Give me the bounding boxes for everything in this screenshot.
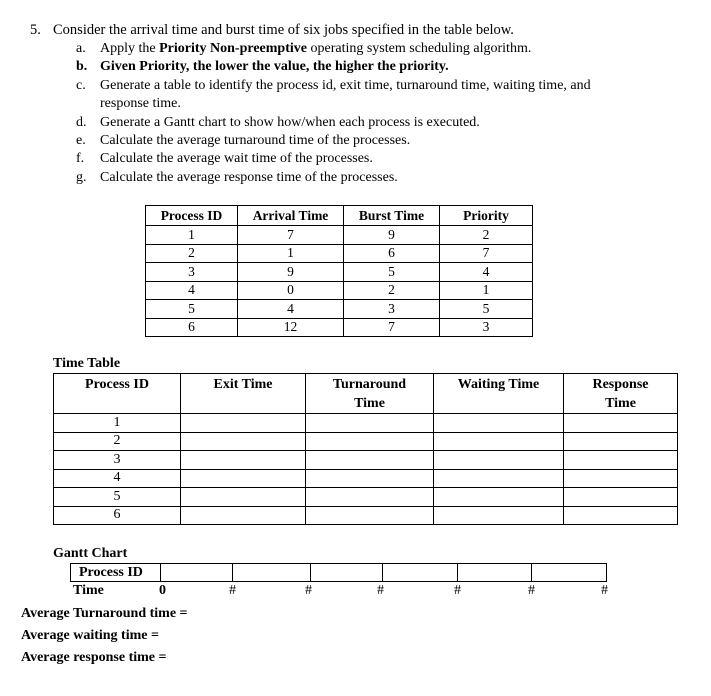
header-text: Response [592,377,649,392]
header-process-id: Process ID [54,374,181,414]
answer-cell[interactable] [434,451,564,470]
item-label: f. [76,151,85,166]
gantt-slot[interactable] [161,564,233,582]
table-row [146,318,533,337]
item-text: Calculate the average response time of the processes. [100,170,398,185]
table-row [146,244,533,263]
cell: 6 [344,244,440,263]
header-waiting-time: Waiting Time [434,374,564,414]
gantt-time-mark: # [528,583,535,598]
gantt-chart [70,563,607,582]
answer-cell[interactable] [306,469,434,488]
answer-cell[interactable] [181,488,306,507]
answer-cell[interactable] [564,432,678,451]
item-label: a. [76,41,86,56]
cell-process-id: 3 [54,451,181,470]
cell: 7 [440,244,533,263]
gantt-time-mark: # [377,583,384,598]
cell: 9 [344,226,440,245]
cell: 4 [440,263,533,282]
item-g [76,169,398,187]
gantt-slot[interactable] [458,564,532,582]
item-text: Apply the [100,41,160,56]
gantt-slot[interactable] [311,564,383,582]
table-row [146,300,533,319]
item-text: Generate a Gantt chart to show how/when each process is executed. [100,115,480,130]
answer-cell[interactable] [306,414,434,433]
cell-process-id: 6 [54,506,181,525]
item-label: c. [76,78,86,93]
answer-cell[interactable] [434,432,564,451]
cell: 7 [238,226,344,245]
avg-response-label: Average response time = [21,650,167,665]
cell: 0 [238,281,344,300]
answer-cell[interactable] [306,451,434,470]
header-text: Time [354,396,385,411]
table-row [146,263,533,282]
gantt-slot[interactable] [383,564,458,582]
header-exit-time: Exit Time [181,374,306,414]
item-a [76,40,531,58]
item-label: b. [76,59,88,74]
answer-cell[interactable] [306,432,434,451]
cell: 9 [238,263,344,282]
cell: 5 [146,300,238,319]
item-text: Calculate the average turnaround time of the processes. [100,133,411,148]
header-text: Time [605,396,636,411]
item-label: d. [76,115,87,130]
table-row [54,469,678,488]
table-row [54,488,678,507]
cell: 2 [344,281,440,300]
avg-waiting-label: Average waiting time = [21,628,159,643]
cell-process-id: 1 [54,414,181,433]
cell: 1 [440,281,533,300]
item-e [76,132,410,150]
item-b [76,58,449,76]
gantt-slot[interactable] [532,564,607,582]
gantt-time-mark: # [229,583,236,598]
answer-cell[interactable] [181,432,306,451]
answer-cell[interactable] [564,506,678,525]
cell: 7 [344,318,440,337]
answer-cell[interactable] [434,414,564,433]
item-f [76,150,373,168]
gantt-time-mark: # [601,583,608,598]
answer-cell[interactable] [434,506,564,525]
cell: 5 [344,263,440,282]
answer-cell[interactable] [434,469,564,488]
answer-cell[interactable] [434,488,564,507]
jobs-table [145,205,533,337]
item-label: g. [76,170,87,185]
item-bold-text: Given Priority, the lower the value, the higher the priority. [100,59,449,74]
time-table-header-row [54,374,678,414]
cell: 6 [146,318,238,337]
gantt-time-label: Time [73,583,104,598]
table-row [54,451,678,470]
cell: 12 [238,318,344,337]
header-arrival-time: Arrival Time [238,206,344,226]
cell-process-id: 2 [54,432,181,451]
avg-turnaround-label: Average Turnaround time = [21,606,188,621]
answer-cell[interactable] [181,451,306,470]
item-bold-text: Priority Non-preemptive [159,41,307,56]
jobs-header-row [146,206,533,226]
gantt-slot[interactable] [233,564,311,582]
answer-cell[interactable] [306,488,434,507]
answer-cell[interactable] [306,506,434,525]
cell-process-id: 4 [54,469,181,488]
item-label: e. [76,133,86,148]
cell: 4 [146,281,238,300]
question-intro: Consider the arrival time and burst time of six jobs specified in the table below. [53,22,514,38]
header-priority: Priority [440,206,533,226]
gantt-title: Gantt Chart [53,546,128,561]
cell: 2 [440,226,533,245]
answer-cell[interactable] [181,469,306,488]
item-d [76,114,480,132]
item-c-continued: response time. [100,96,181,111]
answer-cell[interactable] [564,469,678,488]
gantt-row-label: Process ID [71,564,161,582]
answer-cell[interactable] [564,451,678,470]
header-response-time [564,374,678,414]
header-text: Turnaround [332,377,407,392]
cell: 1 [238,244,344,263]
table-row [146,226,533,245]
cell: 4 [238,300,344,319]
item-text: Generate a table to identify the process id, exit time, turnaround time, waiting time, and [100,78,591,93]
answer-cell[interactable] [564,488,678,507]
table-row [54,432,678,451]
header-turnaround-time [306,374,434,414]
cell-process-id: 5 [54,488,181,507]
time-table [53,373,678,525]
gantt-time-mark: # [305,583,312,598]
answer-cell[interactable] [181,414,306,433]
header-process-id: Process ID [146,206,238,226]
gantt-start-time: 0 [159,583,166,598]
cell: 3 [344,300,440,319]
cell: 5 [440,300,533,319]
table-row [54,506,678,525]
time-table-title: Time Table [53,356,121,371]
answer-cell[interactable] [564,414,678,433]
header-burst-time: Burst Time [344,206,440,226]
gantt-time-mark: # [454,583,461,598]
cell: 3 [440,318,533,337]
question-number: 5. [30,22,41,38]
gantt-row [71,564,607,582]
item-text: operating system scheduling algorithm. [306,41,532,56]
cell: 1 [146,226,238,245]
table-row [146,281,533,300]
cell: 3 [146,263,238,282]
cell: 2 [146,244,238,263]
answer-cell[interactable] [181,506,306,525]
item-c [76,77,591,95]
table-row [54,414,678,433]
item-text: Calculate the average wait time of the processes. [100,151,373,166]
